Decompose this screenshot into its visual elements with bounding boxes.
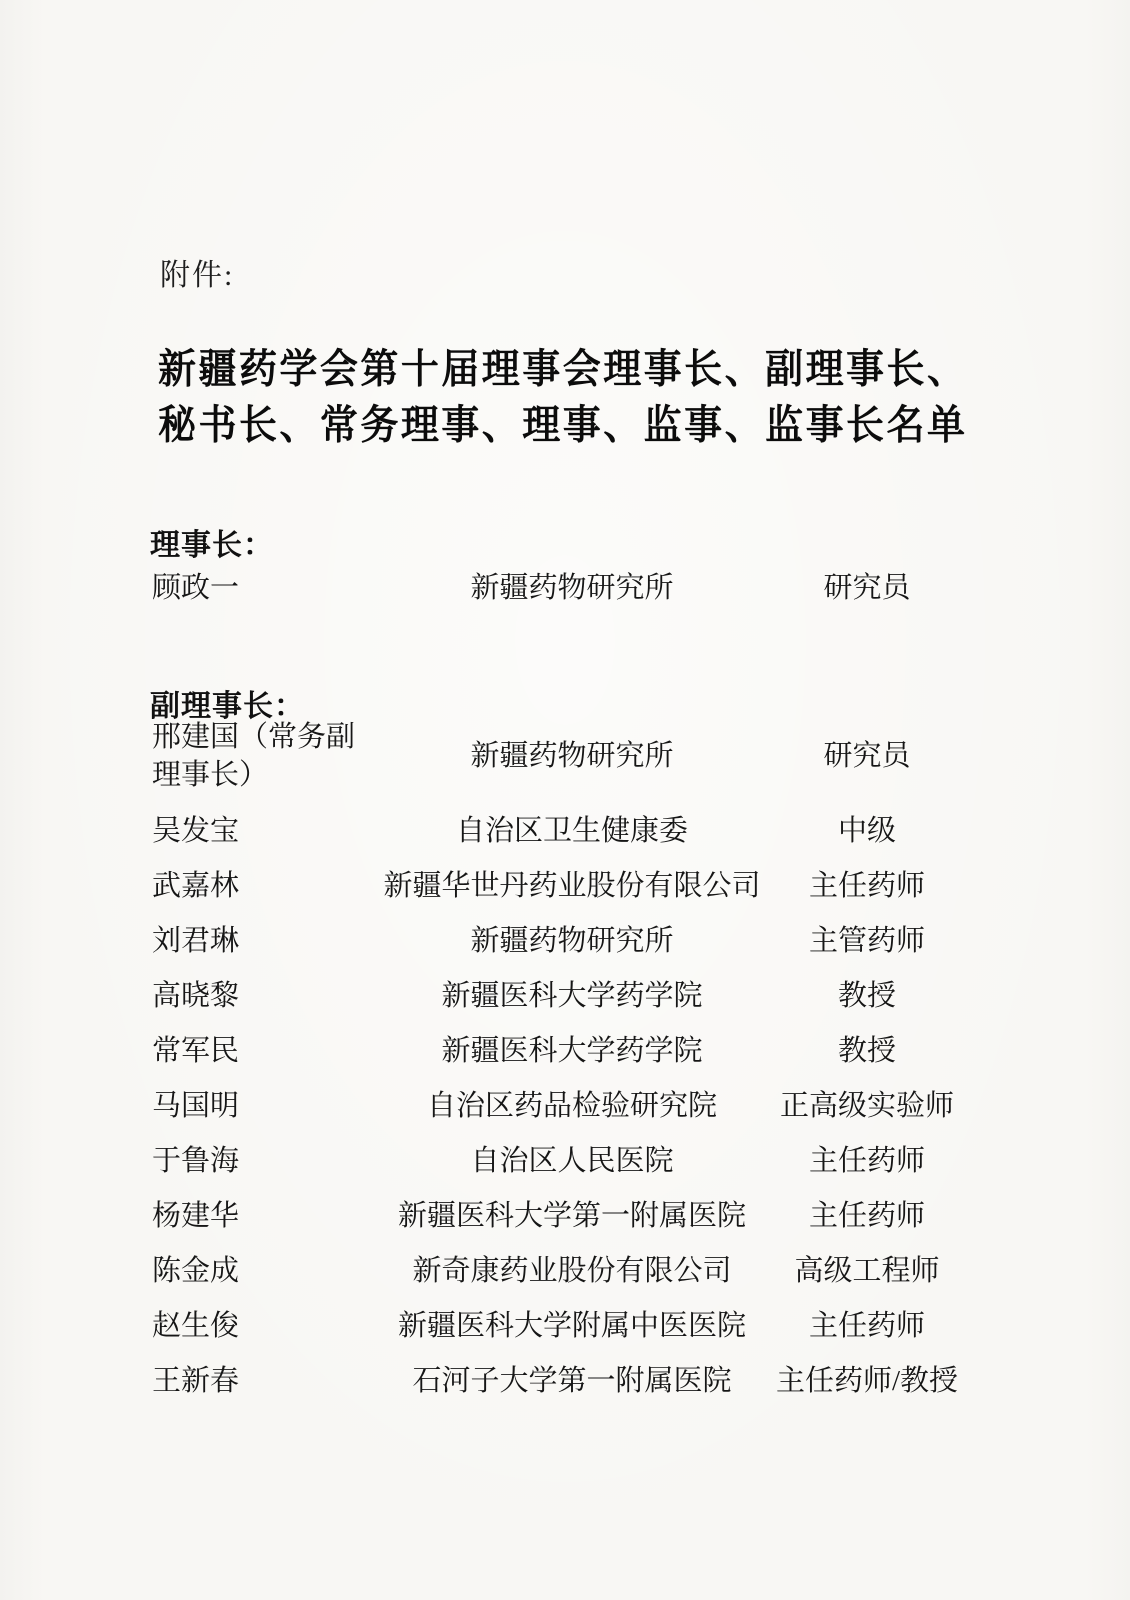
- member-title: 中级: [837, 814, 896, 847]
- roster-row: [152, 1078, 967, 1133]
- roster-row: [152, 968, 967, 1023]
- roster-row: [152, 858, 967, 913]
- member-title: 教授: [837, 979, 896, 1012]
- member-name: 武嘉林: [152, 869, 240, 902]
- member-title: 高级工程师: [794, 1254, 940, 1287]
- member-title: 主任药师/教授: [775, 1364, 959, 1397]
- member-organization: 自治区人民医院: [470, 1144, 674, 1177]
- member-name: 常军民: [152, 1034, 240, 1067]
- member-title: 教授: [837, 1034, 896, 1067]
- member-title: 主任药师: [808, 1199, 925, 1232]
- roster-row: [152, 1188, 967, 1243]
- member-name: 杨建华: [152, 1199, 240, 1232]
- member-organization: 自治区卫生健康委: [455, 814, 688, 847]
- section-heading-vice-chairman: 副理事长：: [150, 690, 305, 723]
- member-title: 主管药师: [808, 924, 925, 957]
- member-organization: 新疆华世丹药业股份有限公司: [383, 869, 761, 902]
- member-name: 刘君琳: [152, 924, 240, 957]
- document-title-line-1: 新疆药学会第十届理事会理事长、副理事长、: [158, 347, 965, 393]
- member-name: 顾政一: [152, 572, 240, 604]
- member-name: 邢建国（常务副理事长）: [152, 720, 356, 791]
- member-organization: 新疆药物研究所: [470, 924, 674, 957]
- member-title: 研究员: [823, 572, 911, 604]
- roster-row: [152, 563, 967, 613]
- member-name: 于鲁海: [152, 1144, 240, 1177]
- member-title: 正高级实验师: [779, 1089, 954, 1122]
- member-title: 主任药师: [808, 1144, 925, 1177]
- member-organization: 新疆药物研究所: [470, 739, 674, 772]
- member-organization: 新疆医科大学药学院: [441, 979, 703, 1012]
- member-organization: 新疆医科大学药学院: [441, 1034, 703, 1067]
- roster-row: [152, 1353, 967, 1408]
- member-organization: 新疆医科大学附属中医医院: [397, 1309, 746, 1342]
- member-organization: 新疆药物研究所: [470, 572, 674, 604]
- member-organization: 石河子大学第一附属医院: [412, 1364, 732, 1397]
- attachment-label: 附件:: [160, 259, 235, 292]
- roster-row: [152, 1243, 967, 1298]
- roster-row: [152, 708, 967, 803]
- member-organization: 自治区药品检验研究院: [426, 1089, 717, 1122]
- roster-row: [152, 1133, 967, 1188]
- document-title: [158, 342, 965, 454]
- member-name: 吴发宝: [152, 814, 240, 847]
- member-title: 主任药师: [808, 869, 925, 902]
- member-name: 赵生俊: [152, 1309, 240, 1342]
- member-organization: 新疆医科大学第一附属医院: [397, 1199, 746, 1232]
- roster-chairman: [152, 563, 967, 613]
- document-title-line-2: 秘书长、常务理事、理事、监事、监事长名单: [158, 403, 965, 449]
- member-name: 马国明: [152, 1089, 240, 1122]
- roster-row: [152, 1298, 967, 1353]
- section-heading-chairman: 理事长：: [150, 529, 274, 562]
- member-title: 研究员: [823, 739, 911, 772]
- roster-row: [152, 803, 967, 858]
- roster-row: [152, 913, 967, 968]
- member-title: 主任药师: [808, 1309, 925, 1342]
- member-name: 高晓黎: [152, 979, 240, 1012]
- member-name: 陈金成: [152, 1254, 240, 1287]
- member-name: 王新春: [152, 1364, 240, 1397]
- roster-row: [152, 1023, 967, 1078]
- member-organization: 新奇康药业股份有限公司: [412, 1254, 732, 1287]
- roster-vice-chairman: [152, 708, 967, 1408]
